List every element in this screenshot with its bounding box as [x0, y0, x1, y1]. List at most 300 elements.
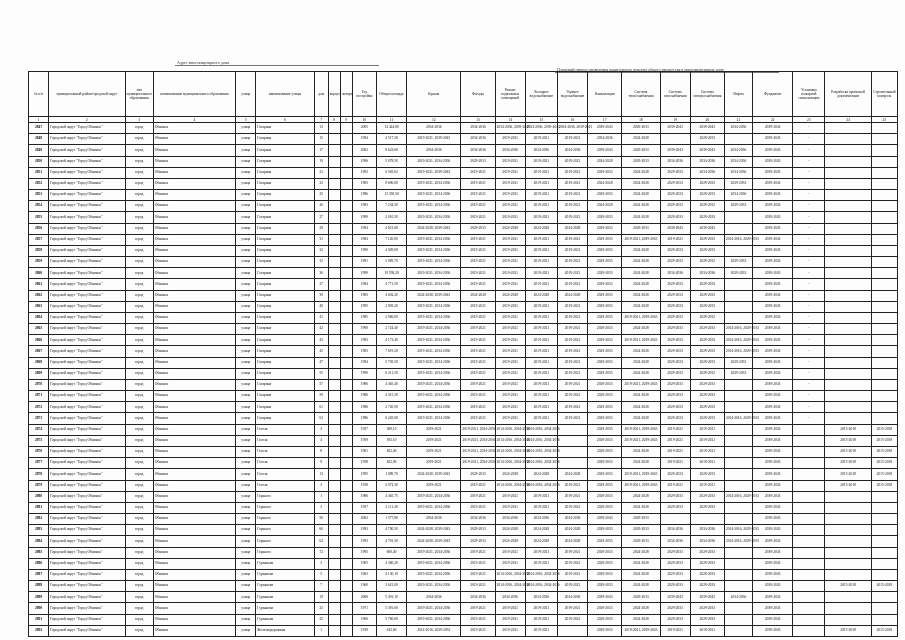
column-header: Общая площадь	[376, 72, 406, 117]
cell-basement: 2024-2028	[495, 290, 525, 301]
cell-roof: 2019-2021, 2034-2036	[407, 201, 461, 212]
cell-type: город	[125, 592, 153, 603]
cell-mo: Обнинск	[153, 212, 235, 223]
cell-empty	[328, 123, 340, 134]
cell-basement: 2024-2028	[495, 525, 525, 536]
cell-hot: 2019-2021	[557, 413, 587, 424]
cell-n: 2883	[29, 525, 49, 536]
cell-basement: 2019-2021	[495, 201, 525, 212]
cell-n: 2858	[29, 245, 49, 256]
table-row	[29, 167, 898, 178]
cell-type: город	[125, 335, 153, 346]
cell-hot: 2019-2021	[557, 268, 587, 279]
cell-mo: Обнинск	[153, 234, 235, 245]
cell-district: Городской округ "Город Обнинск"	[49, 435, 125, 446]
cell-empty	[328, 402, 340, 413]
cell-gas: 2029-2033	[660, 391, 690, 402]
cell-district: Городской округ "Город Обнинск"	[49, 536, 125, 547]
cell-fire	[793, 424, 825, 435]
cell-gas: 2029-2033	[660, 469, 690, 480]
table-row	[29, 245, 898, 256]
cell-basement: 2019-2021	[495, 312, 525, 323]
cell-found: 2039-2043	[753, 268, 793, 279]
cell-house: 5	[314, 569, 328, 580]
cell-roof: 2019-2021, 2034-2036	[407, 547, 461, 558]
cell-sewer: 2024-2028	[588, 156, 622, 167]
cell-elec: 2034-2036	[690, 268, 724, 279]
cell-street: Гагарина	[256, 167, 314, 178]
cell-hot: 2024-2028	[557, 536, 587, 547]
cell-basement: 2019-2021	[495, 301, 525, 312]
cell-fire: -	[793, 245, 825, 256]
cell-elec: 2029-2033	[690, 357, 724, 368]
column-header: улица	[236, 72, 256, 117]
cell-district: Городской округ "Город Обнинск"	[49, 357, 125, 368]
cell-design	[825, 346, 871, 357]
cell-roof: 2034-2036	[407, 145, 461, 156]
cell-hot: 2019-2021	[557, 301, 587, 312]
cell-basement: 2019-2021	[495, 212, 525, 223]
cell-street_type: улица	[236, 514, 256, 525]
cell-type: город	[125, 514, 153, 525]
cell-district: Городской округ "Город Обнинск"	[49, 201, 125, 212]
cell-roof: 2019-2021, 2034-2036	[407, 234, 461, 245]
cell-facade: 2019-2021	[461, 625, 495, 636]
cell-cold: 2019-2021	[525, 603, 557, 614]
cell-street: Гоголя	[256, 469, 314, 480]
cell-district: Городской округ "Город Обнинск"	[49, 212, 125, 223]
cell-sewer: 2029-2033	[588, 290, 622, 301]
cell-district: Городской округ "Город Обнинск"	[49, 324, 125, 335]
cell-control	[871, 223, 897, 234]
cell-sewer: 2029-2033	[588, 525, 622, 536]
cell-fire: -	[793, 379, 825, 390]
cell-basement: 2019-2021	[495, 614, 525, 625]
cell-lift: 2029-2033	[724, 201, 752, 212]
cell-sewer: 2029-2033	[588, 614, 622, 625]
cell-empty	[328, 569, 340, 580]
column-header: Строительный контроль	[871, 72, 897, 117]
cell-n: 2859	[29, 257, 49, 268]
cell-elec: 2029-2033	[690, 368, 724, 379]
cell-hot: 2019-2021	[557, 156, 587, 167]
cell-empty	[340, 547, 352, 558]
cell-sewer: 2029-2033	[588, 312, 622, 323]
table-row	[29, 413, 898, 424]
cell-hot: 2034-2036	[557, 145, 587, 156]
cell-area: 4 602,20	[376, 290, 406, 301]
cell-control	[871, 167, 897, 178]
cell-elec: 2019-2021	[690, 446, 724, 457]
cell-design	[825, 413, 871, 424]
cell-house: 31	[314, 234, 328, 245]
cell-type: город	[125, 536, 153, 547]
cell-control	[871, 547, 897, 558]
cell-empty	[328, 424, 340, 435]
cell-heat: 2029-2033	[622, 536, 660, 547]
cell-house: 42	[314, 324, 328, 335]
cell-house: 3	[314, 480, 328, 491]
cell-cold: 2019-2021	[525, 346, 557, 357]
cell-facade: 2019-2021	[461, 167, 495, 178]
cell-type: город	[125, 279, 153, 290]
cell-area: 5 491,60	[376, 603, 406, 614]
cell-hot: 2024-2028	[557, 223, 587, 234]
cell-gas: 2029-2033	[660, 290, 690, 301]
cell-mo: Обнинск	[153, 469, 235, 480]
cell-lift: 2014-2016, 2029-2033	[724, 491, 752, 502]
cell-hot: 2019-2021	[557, 245, 587, 256]
cell-house: 13	[314, 469, 328, 480]
cell-control	[871, 536, 897, 547]
cell-found: 2039-2043	[753, 379, 793, 390]
cell-area: 1 577,80	[376, 514, 406, 525]
cell-type: город	[125, 123, 153, 134]
cell-district: Городской округ "Город Обнинск"	[49, 301, 125, 312]
cell-roof: 2019-2021, 2034-2036	[407, 491, 461, 502]
cell-basement: 2019-2021	[495, 346, 525, 357]
column-header: Система теплоснабжения	[622, 72, 660, 117]
cell-street: Гурьянова	[256, 592, 314, 603]
cell-roof: 2019-2021, 2034-2036	[407, 368, 461, 379]
cell-empty	[328, 223, 340, 234]
cell-lift	[724, 223, 752, 234]
cell-type: город	[125, 324, 153, 335]
cell-facade: 2034-2036	[461, 514, 495, 525]
cell-mo: Обнинск	[153, 525, 235, 536]
cell-fire: -	[793, 402, 825, 413]
cell-mo: Обнинск	[153, 435, 235, 446]
cell-basement: 2019-2021	[495, 625, 525, 636]
cell-n: 2854	[29, 201, 49, 212]
cell-heat: 2024-2028	[622, 279, 660, 290]
cell-mo: Обнинск	[153, 312, 235, 323]
cell-found: 2039-2043	[753, 357, 793, 368]
cell-year: 1939	[352, 625, 376, 636]
cell-cold: 2019-2021	[525, 502, 557, 513]
column-number: 4	[153, 117, 235, 123]
cell-year: 1960	[352, 581, 376, 592]
cell-year: 2005	[352, 123, 376, 134]
cell-cold: 2019-2021	[525, 357, 557, 368]
cell-found: 2039-2043	[753, 167, 793, 178]
cell-design	[825, 368, 871, 379]
cell-fire: -	[793, 391, 825, 402]
cell-year: 1966	[352, 614, 376, 625]
cell-basement: 2019-2021	[495, 558, 525, 569]
cell-lift: 2029-2033	[724, 268, 752, 279]
cell-n: 2869	[29, 368, 49, 379]
column-header: Фундамент	[753, 72, 793, 117]
cell-heat: 2019-2021, 2039-2043	[622, 435, 660, 446]
cell-mo: Обнинск	[153, 402, 235, 413]
column-header: Лифты	[724, 72, 752, 117]
cell-area: 2 966,00	[376, 312, 406, 323]
cell-area: 4 173,40	[376, 335, 406, 346]
cell-basement: 2019-2021	[495, 134, 525, 145]
cell-elec: 2019-2021	[690, 480, 724, 491]
cell-fire	[793, 480, 825, 491]
cell-mo: Обнинск	[153, 446, 235, 457]
cell-facade: 2019-2021	[461, 357, 495, 368]
cell-type: город	[125, 234, 153, 245]
cell-gas: 2039-2043	[660, 223, 690, 234]
cell-street_type: улица	[236, 178, 256, 189]
cell-house: 37	[314, 279, 328, 290]
cell-elec: 2029-2033	[690, 134, 724, 145]
cell-n: 2891	[29, 614, 49, 625]
cell-heat: 2019-2021, 2039-2043	[622, 424, 660, 435]
cell-street: Гагарина	[256, 212, 314, 223]
cell-street: Гагарина	[256, 156, 314, 167]
cell-gas: 2029-2033	[660, 257, 690, 268]
cell-facade: 2019-2021	[461, 379, 495, 390]
cell-found: 2039-2043	[753, 335, 793, 346]
cell-design	[825, 156, 871, 167]
cell-gas: 2019-2021	[660, 234, 690, 245]
cell-sewer: 2029-2033	[588, 558, 622, 569]
cell-hot: 2019-2021	[557, 279, 587, 290]
cell-elec: 2029-2033	[690, 335, 724, 346]
cell-area: 5 705,50	[376, 357, 406, 368]
cell-area: 4 701,30	[376, 536, 406, 547]
cell-fire: -	[793, 324, 825, 335]
cell-n: 2855	[29, 212, 49, 223]
cell-heat: 2029-2033	[622, 145, 660, 156]
cell-lift: 2029-2033	[724, 357, 752, 368]
cell-area: 6 565,02	[376, 167, 406, 178]
cell-district: Городской округ "Город Обнинск"	[49, 368, 125, 379]
cell-design	[825, 201, 871, 212]
table-row	[29, 536, 898, 547]
cell-roof: 2019-2021, 2034-2036	[407, 569, 461, 580]
cell-street: Гоголя	[256, 480, 314, 491]
cell-design	[825, 257, 871, 268]
cell-gas: 2019-2021	[660, 625, 690, 636]
cell-design: 2015-2018	[825, 581, 871, 592]
cell-area: 4 771,50	[376, 279, 406, 290]
cell-street: Гагарина	[256, 223, 314, 234]
cell-design	[825, 357, 871, 368]
cell-basement: 2014-2016, 2034-2036	[495, 446, 525, 457]
cell-design: 2015-2018	[825, 480, 871, 491]
cell-empty	[328, 391, 340, 402]
cell-house: 19	[314, 156, 328, 167]
cell-type: город	[125, 402, 153, 413]
cell-mo: Обнинск	[153, 245, 235, 256]
cell-sewer: 2029-2033	[588, 245, 622, 256]
column-number: 16	[557, 117, 587, 123]
cell-elec: 2029-2033	[690, 413, 724, 424]
cell-sewer: 2029-2033	[588, 469, 622, 480]
cell-lift	[724, 290, 752, 301]
cell-n: 2875	[29, 435, 49, 446]
cell-basement: 2014-2016, 2034-2036	[495, 458, 525, 469]
cell-empty	[340, 558, 352, 569]
cell-n: 2864	[29, 312, 49, 323]
cell-n: 2890	[29, 603, 49, 614]
cell-area: 4 821,00	[376, 223, 406, 234]
cell-n: 2877	[29, 458, 49, 469]
cell-lift	[724, 446, 752, 457]
cell-control: 2015-2018	[871, 469, 897, 480]
cell-basement: 2019-2021	[495, 279, 525, 290]
cell-found: 2039-2043	[753, 458, 793, 469]
table-row	[29, 480, 898, 491]
cell-mo: Обнинск	[153, 268, 235, 279]
cell-empty	[328, 625, 340, 636]
cell-cold: 2019-2021	[525, 491, 557, 502]
cell-basement: 2019-2021	[495, 491, 525, 502]
cell-gas: 2029-2033	[660, 558, 690, 569]
column-number: 9	[340, 117, 352, 123]
cell-street_type: улица	[236, 335, 256, 346]
cell-elec: 2029-2033	[690, 346, 724, 357]
cell-district: Городской округ "Город Обнинск"	[49, 167, 125, 178]
cell-cold: 2034-2036	[525, 145, 557, 156]
cell-district: Городской округ "Город Обнинск"	[49, 223, 125, 234]
cell-empty	[328, 525, 340, 536]
cell-cold: 2019-2021	[525, 335, 557, 346]
cell-district: Городской округ "Город Обнинск"	[49, 290, 125, 301]
cell-cold: 2019-2021	[525, 625, 557, 636]
cell-area: 14 424,80	[376, 123, 406, 134]
cell-heat: 2024-2028	[622, 413, 660, 424]
cell-empty	[328, 379, 340, 390]
cell-n: 2888	[29, 581, 49, 592]
cell-elec: 2029-2033	[690, 201, 724, 212]
cell-area: 402,40	[376, 446, 406, 457]
cell-house: 27	[314, 212, 328, 223]
cell-control: 2015-2018	[871, 480, 897, 491]
cell-hot: 2019-2021	[557, 491, 587, 502]
cell-elec: 2029-2033	[690, 379, 724, 390]
cell-basement: 2024-2028	[495, 469, 525, 480]
cell-heat: 2024-2028	[622, 491, 660, 502]
cell-year: 1983	[352, 335, 376, 346]
cell-elec: 2034-2036	[690, 525, 724, 536]
cell-control	[871, 145, 897, 156]
cell-year: 1990	[352, 212, 376, 223]
cell-cold: 2019-2021	[525, 212, 557, 223]
cell-gas	[660, 134, 690, 145]
cell-empty	[340, 346, 352, 357]
cell-basement: 2034-2036	[495, 145, 525, 156]
cell-cold: 2019-2021	[525, 245, 557, 256]
cell-street_type: улица	[236, 480, 256, 491]
cell-fire	[793, 502, 825, 513]
cell-house: 72	[314, 547, 328, 558]
cell-lift: 2014-2016, 2029-2033	[724, 324, 752, 335]
cell-heat: 2024-2028	[622, 569, 660, 580]
cell-empty	[328, 134, 340, 145]
cell-type: город	[125, 312, 153, 323]
cell-district: Городской округ "Город Обнинск"	[49, 335, 125, 346]
cell-fire	[793, 514, 825, 525]
cell-street: Гагарина	[256, 379, 314, 390]
cell-street: Гагарина	[256, 312, 314, 323]
cell-basement: 2019-2021	[495, 357, 525, 368]
cell-house: 33	[314, 257, 328, 268]
cell-area: 4 465,40	[376, 379, 406, 390]
cell-elec: 2029-2033	[690, 301, 724, 312]
cell-cold: 2034-2036	[525, 514, 557, 525]
cell-heat: 2024-2028	[622, 167, 660, 178]
cell-basement: 2019-2021	[495, 547, 525, 558]
cell-house: 25	[314, 190, 328, 201]
cell-basement: 2019-2021	[495, 324, 525, 335]
column-number: 17	[588, 117, 622, 123]
cell-cold: 2019-2021	[525, 547, 557, 558]
cell-facade: 2019-2021	[461, 301, 495, 312]
cell-n: 2879	[29, 480, 49, 491]
table-row	[29, 502, 898, 513]
cell-gas: 2029-2033	[660, 491, 690, 502]
column-header: дом	[314, 72, 328, 117]
cell-n: 2887	[29, 569, 49, 580]
cell-mo: Обнинск	[153, 625, 235, 636]
cell-found: 2039-2043	[753, 514, 793, 525]
cell-facade: 2019-2021	[461, 178, 495, 189]
column-number: 7	[314, 117, 328, 123]
cell-area: 3 621,00	[376, 581, 406, 592]
cell-design	[825, 402, 871, 413]
cell-empty	[340, 603, 352, 614]
table-row	[29, 156, 898, 167]
cell-sewer: 2029-2033	[588, 234, 622, 245]
cell-house: 8	[314, 446, 328, 457]
cell-empty	[328, 346, 340, 357]
cell-district: Городской округ "Город Обнинск"	[49, 257, 125, 268]
cell-roof: 2019-2021	[407, 424, 461, 435]
table-row	[29, 391, 898, 402]
cell-district: Городской округ "Город Обнинск"	[49, 346, 125, 357]
cell-area: 3 085,70	[376, 257, 406, 268]
table-row	[29, 558, 898, 569]
cell-fire: -	[793, 190, 825, 201]
cell-mo: Обнинск	[153, 558, 235, 569]
cell-n: 2849	[29, 145, 49, 156]
cell-district: Городской округ "Город Обнинск"	[49, 458, 125, 469]
cell-design	[825, 301, 871, 312]
cell-mo: Обнинск	[153, 413, 235, 424]
cell-control: 2015-2018	[871, 581, 897, 592]
cell-found: 2039-2043	[753, 301, 793, 312]
cell-house: 13	[314, 123, 328, 134]
cell-street_type: улица	[236, 290, 256, 301]
cell-empty	[340, 257, 352, 268]
cell-basement: 2014-2016, 2034-2036	[495, 480, 525, 491]
cell-sewer: 2039-2043	[588, 592, 622, 603]
cell-roof: 2019-2021, 2034-2036	[407, 245, 461, 256]
cell-street: Гагарина	[256, 201, 314, 212]
cell-fire: -	[793, 134, 825, 145]
cell-roof: 2019-2021, 2034-2036	[407, 324, 461, 335]
cell-street: Гурьянова	[256, 569, 314, 580]
cell-heat: 2019-2021, 2039-2043	[622, 312, 660, 323]
cell-roof: 2019-2021, 2034-2036	[407, 558, 461, 569]
table-row	[29, 435, 898, 446]
cell-district: Городской округ "Город Обнинск"	[49, 279, 125, 290]
cell-mo: Обнинск	[153, 569, 235, 580]
cell-sewer: 2029-2033	[588, 569, 622, 580]
cell-n: 2861	[29, 279, 49, 290]
cell-lift	[724, 279, 752, 290]
cell-basement: 2019-2021	[495, 257, 525, 268]
cell-lift	[724, 558, 752, 569]
cell-facade: 2019-2021	[461, 491, 495, 502]
cell-district: Городской округ "Город Обнинск"	[49, 525, 125, 536]
